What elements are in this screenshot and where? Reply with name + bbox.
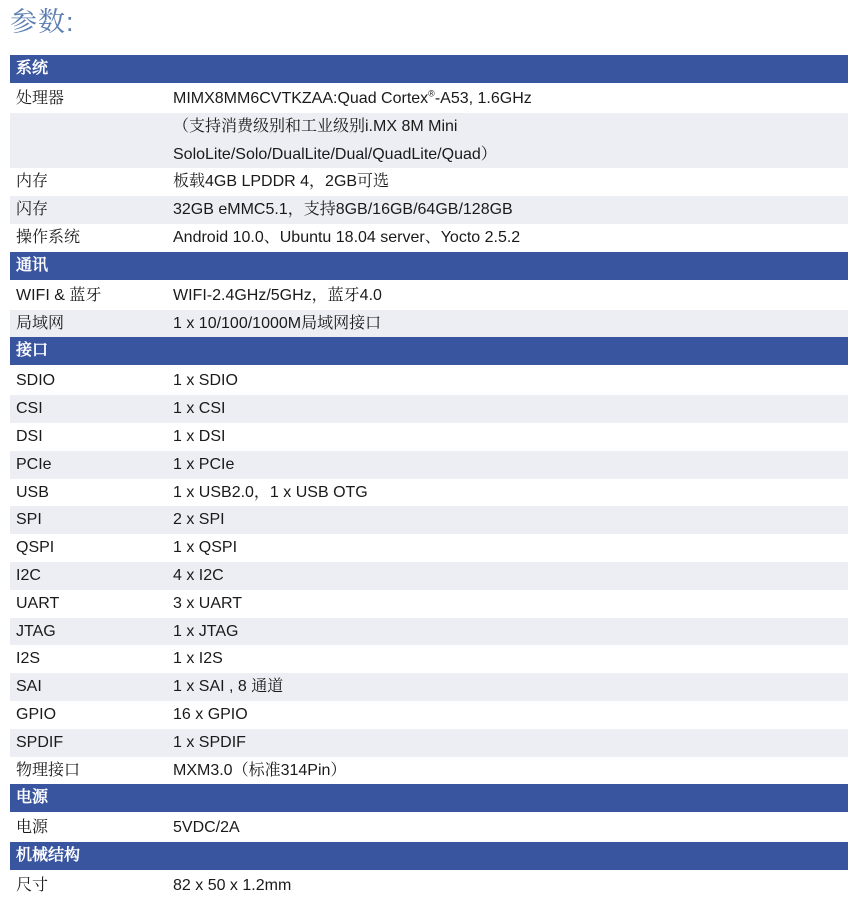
processor-line-2: （支持消费级别和工业级别i.MX 8M Mini <box>173 117 458 135</box>
row-label: PCIe <box>16 455 52 473</box>
row-label: 局域网 <box>16 314 65 332</box>
row-value: 1 x SDIO <box>173 372 238 390</box>
table-row <box>10 701 848 729</box>
row-label: WIFI & 蓝牙 <box>16 286 102 304</box>
table-row <box>10 757 848 785</box>
table-row <box>10 645 848 673</box>
section-header-mechanical: 机械结构 <box>10 842 848 870</box>
row-value: 1 x SPDIF <box>173 733 246 751</box>
row-label: I2C <box>16 566 41 584</box>
row-label: CSI <box>16 400 43 418</box>
table-row <box>10 451 848 479</box>
row-value: 1 x QSPI <box>173 539 238 557</box>
row-value: 16 x GPIO <box>173 705 248 723</box>
row-label: 电源 <box>16 819 49 837</box>
table-row <box>10 534 848 562</box>
row-value: WIFI-2.4GHz/5GHz，蓝牙4.0 <box>173 286 382 304</box>
processor-line-3: SoloLite/Solo/DualLite/Dual/QuadLite/Quad） <box>173 145 497 163</box>
table-row <box>10 367 848 395</box>
row-label: JTAG <box>16 622 56 640</box>
row-value: 3 x UART <box>173 594 243 612</box>
row-label: 处理器 <box>16 90 65 107</box>
row-processor <box>10 85 848 113</box>
table-row <box>10 562 848 590</box>
row-power <box>10 814 848 842</box>
page-title: 参数: <box>10 7 75 37</box>
table-row <box>10 618 848 646</box>
row-flash <box>10 196 848 224</box>
section-header-comm: 通讯 <box>10 252 848 280</box>
row-label: SAI <box>16 678 42 696</box>
row-value: 板载4GB LPDDR 4，2GB可选 <box>173 173 390 191</box>
row-label: 尺寸 <box>16 877 49 895</box>
row-value: 5VDC/2A <box>173 819 240 837</box>
row-value: 1 x SAI , 8 通道 <box>173 678 284 696</box>
processor-line-1: MIMX8MM6CVTKZAA:Quad Cortex®-A53, 1.6GHz <box>173 88 532 107</box>
row-label: QSPI <box>16 539 55 557</box>
section-header-power: 电源 <box>10 784 848 812</box>
row-label: SDIO <box>16 372 56 390</box>
row-processor-cont-1 <box>10 113 848 141</box>
row-value: Android 10.0、Ubuntu 18.04 server、Yocto 2.5.2 <box>173 228 521 246</box>
section-header-interface: 接口 <box>10 337 848 365</box>
row-value: 1 x JTAG <box>173 622 239 640</box>
row-memory <box>10 168 848 196</box>
row-value: 82 x 50 x 1.2mm <box>173 877 292 895</box>
row-label: GPIO <box>16 705 57 723</box>
spec-table <box>10 55 848 900</box>
row-lan <box>10 310 848 338</box>
row-label: 内存 <box>16 173 49 191</box>
row-label: SPI <box>16 511 42 529</box>
row-value: 32GB eMMC5.1，支持8GB/16GB/64GB/128GB <box>173 201 513 219</box>
row-value: 1 x 10/100/1000M局域网接口 <box>173 314 382 332</box>
table-row <box>10 423 848 451</box>
row-os <box>10 224 848 252</box>
row-label: DSI <box>16 427 43 445</box>
row-wifi <box>10 282 848 310</box>
table-row <box>10 506 848 534</box>
table-row <box>10 479 848 507</box>
row-value: MXM3.0（标准314Pin） <box>173 761 347 779</box>
row-value: 1 x DSI <box>173 427 226 445</box>
row-label: 操作系统 <box>16 228 81 246</box>
row-value: 4 x I2C <box>173 566 224 584</box>
registered-mark: ® <box>428 88 435 99</box>
row-value: 1 x USB2.0，1 x USB OTG <box>173 483 368 501</box>
row-value: 1 x PCIe <box>173 455 235 473</box>
row-label: SPDIF <box>16 733 64 751</box>
row-value: 1 x I2S <box>173 650 223 668</box>
table-row <box>10 590 848 618</box>
row-value: 1 x CSI <box>173 400 226 418</box>
row-size <box>10 872 848 900</box>
row-label: USB <box>16 483 49 501</box>
row-processor-cont-2 <box>10 141 848 169</box>
row-label: 闪存 <box>16 201 49 219</box>
row-label: I2S <box>16 650 41 668</box>
section-header-system: 系统 <box>10 55 848 83</box>
row-label: UART <box>16 594 60 612</box>
row-value <box>173 85 848 113</box>
table-row <box>10 673 848 701</box>
table-row <box>10 395 848 423</box>
row-value: 2 x SPI <box>173 511 225 529</box>
table-row <box>10 729 848 757</box>
row-label: 物理接口 <box>16 761 81 779</box>
interface-rows <box>10 367 848 784</box>
